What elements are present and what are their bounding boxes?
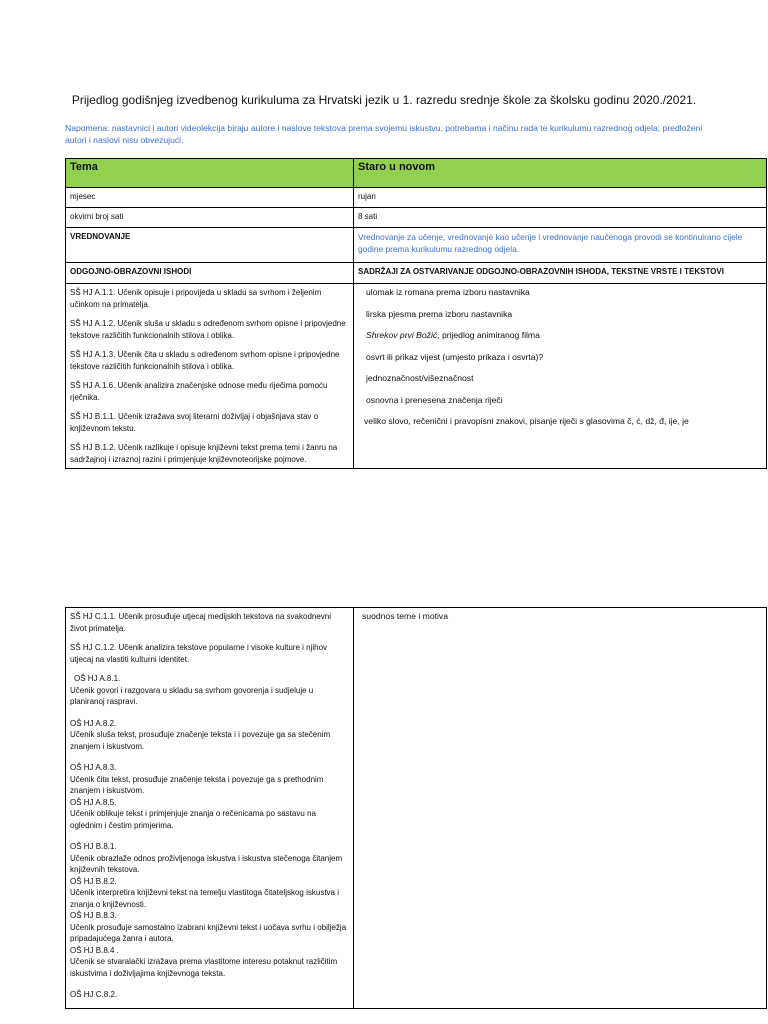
outcome-item: SŠ HJ A.1.1. Učenik opisuje i pripovijeda u skladu sa svrhom i željenim učinkom na primatelja.	[70, 288, 322, 309]
outcome-item: SŠ HJ A.1.3. Učenik čita u skladu s određenom svrhom opisne i pripovjedne tekstove različitih funkcionalnih stilova i oblika.	[70, 350, 340, 371]
outcome-text: Učenik se stvaralački izražava prema vlastitome interesu potaknut različitim iskustvima i doživljajima književnoga teksta.	[70, 957, 338, 978]
content-item-film	[366, 330, 762, 342]
outcome-code: OŠ HJ C.8.2.	[70, 990, 118, 999]
outcome-item: SŠ HJ A.1.6. Učenik analizira značenjske odnose među riječima pomoću rječnika.	[70, 381, 328, 402]
outcome-code: OŠ HJ B.8.1.	[70, 842, 117, 851]
outcome-item: SŠ HJ A.1.2. Učenik sluša u skladu s određenom svrhom opisne i pripovjedne tekstove različitih funkcionalnih stilova i oblika.	[70, 319, 346, 340]
outcome-code: OŠ HJ A.8.2.	[70, 718, 117, 728]
table-row-section-headers	[66, 263, 767, 284]
content-item: ulomak iz romana prema izboru nastavnika	[366, 287, 530, 297]
table-row-outcomes	[66, 284, 767, 469]
outcome-code: OŠ HJ A.8.5.	[70, 797, 117, 807]
content-item: veliko slovo, rečenični i pravopisni znakovi, pisanje riječi s glasovima č, ć, dž, đ, ije, je	[364, 416, 689, 426]
table-row-hours	[66, 208, 767, 228]
outcome-code: OŠ HJ B.8.2.	[70, 876, 117, 886]
content-item: osvrt ili prikaz vijest (umjesto prikaza i osvrta)?	[366, 351, 544, 362]
table-row-outcomes-continued	[66, 608, 767, 1009]
hours-label: okvirni broj sati	[66, 208, 354, 228]
outcome-item: SŠ HJ C.1.1. Učenik prosuđuje utjecaj medijskih tekstova na svakodnevni život primatelja.	[70, 612, 332, 633]
content-item: osnovna i prenesena značenja riječi	[366, 394, 503, 405]
content-item: jednoznačnost/višeznačnost	[366, 373, 474, 383]
outcomes-cell	[66, 284, 354, 469]
outcome-code: OŠ HJ B.8.3.	[70, 911, 117, 920]
outcome-code: OŠ HJ A.8.1.	[74, 674, 121, 683]
month-value: rujan	[354, 188, 767, 208]
month-label: mjesec	[66, 188, 354, 208]
film-title: Shrekov prvi Božić	[366, 330, 438, 340]
film-suffix: , prijedlog animiranog filma	[437, 330, 540, 340]
evaluation-value: Vrednovanje za učenje, vrednovanje kao učenje i vrednovanje naučenoga provodi se kontinuirano cijele godine prema kurikulumu razrednog odjela.	[354, 228, 767, 263]
table-row-month	[66, 188, 767, 208]
outcome-item: SŠ HJ C.1.2. Učenik analizira tekstove popularne i visoke kulture i njihov utjecaj na vlastiti kulturni identitet.	[70, 643, 328, 664]
outcome-text: Učenik čita tekst, prosuđuje značenje teksta i povezuje ga s prethodnim znanjem i iskustvom.	[70, 774, 324, 795]
outcome-code: OŠ HJ B.8.4 .	[70, 945, 119, 955]
table-row-evaluation	[66, 228, 767, 263]
outcomes-cell-continued	[66, 608, 354, 1009]
outcome-text: Učenik prosuđuje samostalno izabrani književni tekst i uočava svrhu i obilježja pripadajućega žanra i autora.	[70, 922, 347, 943]
outcomes-header: ODGOJNO-OBRAZOVNI ISHODI	[66, 263, 354, 284]
outcome-item: SŠ HJ B.1.2. Učenik razlikuje i opisuje književni tekst prema temi i žanru na sadržajnoj i izraznoj razini i primjenjuje književnoteorijske pojmove.	[70, 443, 338, 464]
tema-header: Tema	[66, 159, 354, 188]
page-title: Prijedlog godišnjeg izvedbenog kurikuluma za Hrvatski jezik u 1. razredu srednje škole za školsku godinu 2020./2021.	[71, 93, 697, 107]
note-text: Napomena: nastavnici i autori videolekcija biraju autore i naslove tekstova prema svojemu iskustvu, potrebama i načinu rada te kurikulumu razrednog odjela; predloženi autori i naslovi nisu obvezujući.	[65, 123, 703, 145]
curriculum-table-1	[65, 158, 767, 469]
outcome-text: Učenik obrazlaže odnos proživljenoga iskustva i iskustva stečenoga čitanjem književnih tekstova.	[70, 853, 343, 874]
contents-header: SADRŽAJI ZA OSTVARIVANJE ODGOJNO-OBRAZOVNIH ISHODA, TEKSTNE VRSTE I TEKSTOVI	[354, 263, 767, 284]
hours-value: 8 sati	[354, 208, 767, 228]
content-item: lirska pjesma prema izboru nastavnika	[366, 308, 513, 319]
evaluation-label: VREDNOVANJE	[66, 228, 354, 263]
outcome-code: OŠ HJ A.8.3.	[70, 763, 117, 772]
outcome-text: Učenik oblikuje tekst i primjenjuje znanja o rečenicama po sastavu na oglednim i čestim primjerima.	[70, 809, 316, 830]
theme-title: Staro u novom	[354, 159, 767, 188]
outcome-text: Učenik sluša tekst, prosuđuje značenje teksta i i povezuje ga sa stečenim znanjem i iskustvom.	[70, 730, 331, 751]
outcome-item: SŠ HJ B.1.1. Učenik izražava svoj literarni doživljaj i objašnjava stav o književnom tekstu.	[70, 412, 319, 433]
curriculum-table-2	[65, 607, 767, 1009]
outcome-text: Učenik interpretira književni tekst na temelju vlastitoga čitateljskog iskustva i znanja o književnosti.	[70, 888, 340, 909]
contents-cell	[354, 284, 767, 469]
table-header-row	[66, 159, 767, 188]
outcome-text: Učenik govori i razgovara u skladu sa svrhom govorenja i sudjeluje u planiranoj raspravi.	[70, 685, 314, 706]
contents-cell-continued: suodnos teme i motiva	[354, 608, 767, 1009]
